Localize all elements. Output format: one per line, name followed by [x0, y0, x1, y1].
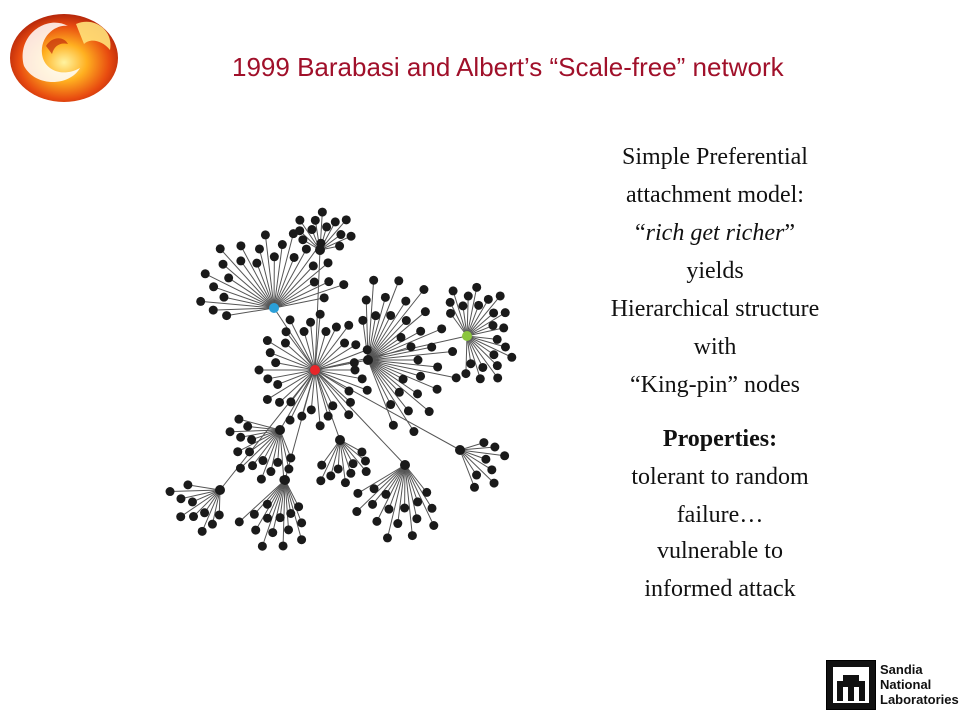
- network-node: [394, 276, 403, 285]
- network-node: [233, 447, 242, 456]
- network-node: [470, 483, 479, 492]
- network-node: [370, 484, 379, 493]
- network-edge: [254, 480, 285, 514]
- network-node: [281, 339, 290, 348]
- properties-block: [570, 420, 870, 608]
- network-node: [196, 297, 205, 306]
- desc-line-6: with: [693, 334, 737, 360]
- network-node: [188, 497, 197, 506]
- desc-line-3: [560, 214, 870, 252]
- network-edge: [368, 290, 424, 360]
- network-edge: [274, 308, 315, 370]
- network-node: [461, 369, 470, 378]
- network-node: [275, 398, 284, 407]
- network-edge: [340, 440, 345, 483]
- network-node: [309, 261, 318, 270]
- network-node: [258, 542, 267, 551]
- network-node: [419, 285, 428, 294]
- network-edge: [300, 220, 320, 250]
- network-node: [479, 438, 488, 447]
- network-node: [307, 225, 316, 234]
- model-description: [560, 138, 870, 404]
- network-node: [295, 216, 304, 225]
- network-edge: [280, 370, 315, 430]
- network-node: [488, 321, 497, 330]
- network-node: [284, 525, 293, 534]
- network-node: [496, 291, 505, 300]
- network-node: [383, 533, 392, 542]
- properties-line-2: failure…: [676, 502, 764, 528]
- network-node: [466, 359, 475, 368]
- network-node: [490, 443, 499, 452]
- sandia-line-2: National: [880, 677, 932, 692]
- sandia-line-1: Sandia: [880, 662, 923, 677]
- network-node: [340, 339, 349, 348]
- sandia-wordmark: [880, 662, 959, 707]
- desc-line-1: Simple Preferential: [622, 144, 808, 170]
- quote-close: ”: [784, 220, 795, 246]
- network-node: [245, 447, 254, 456]
- network-node: [332, 323, 341, 332]
- network-node: [316, 476, 325, 485]
- network-node: [409, 427, 418, 436]
- network-node: [209, 282, 218, 291]
- network-node: [384, 505, 393, 514]
- network-node: [493, 335, 502, 344]
- network-node: [263, 514, 272, 523]
- network-node: [328, 401, 337, 410]
- network-node: [472, 471, 481, 480]
- network-node: [363, 345, 372, 354]
- phoenix-flame-logo-icon: [6, 6, 124, 106]
- network-edge: [315, 343, 345, 370]
- network-node: [263, 395, 272, 404]
- slide-title: 1999 Barabasi and Albert’s “Scale-free” network: [232, 52, 784, 82]
- network-node: [369, 276, 378, 285]
- desc-line-5: Hierarchical structure: [610, 296, 820, 322]
- network-node: [331, 217, 340, 226]
- network-node: [257, 475, 266, 484]
- hub-node: [363, 355, 373, 365]
- network-node: [318, 208, 327, 217]
- network-node: [425, 407, 434, 416]
- network-node: [476, 374, 485, 383]
- network-node: [286, 315, 295, 324]
- network-node: [307, 405, 316, 414]
- network-node: [273, 380, 282, 389]
- network-node: [350, 358, 359, 367]
- network-node: [321, 327, 330, 336]
- network-node: [446, 309, 455, 318]
- network-node: [295, 226, 304, 235]
- network-node: [344, 321, 353, 330]
- network-node: [224, 273, 233, 282]
- network-node: [252, 259, 261, 268]
- network-node: [279, 541, 288, 550]
- network-node: [219, 293, 228, 302]
- network-node: [416, 327, 425, 336]
- sandia-line-3: Laboratories: [880, 692, 959, 707]
- network-node: [247, 435, 256, 444]
- network-node: [268, 528, 277, 537]
- desc-line-2: attachment model:: [626, 182, 804, 208]
- network-node: [484, 295, 493, 304]
- network-node: [263, 336, 272, 345]
- network-node: [347, 232, 356, 241]
- network-node: [429, 521, 438, 530]
- network-node: [189, 512, 198, 521]
- network-node: [406, 342, 415, 351]
- network-node: [324, 258, 333, 267]
- network-node: [395, 388, 404, 397]
- network-node: [270, 252, 279, 261]
- network-node: [358, 316, 367, 325]
- network-node: [397, 333, 406, 342]
- network-node: [402, 316, 411, 325]
- network-node: [345, 387, 354, 396]
- network-node: [243, 422, 252, 431]
- network-node: [284, 464, 293, 473]
- network-node: [368, 500, 377, 509]
- network-node: [501, 308, 510, 317]
- network-node: [344, 410, 353, 419]
- network-node: [294, 502, 303, 511]
- network-node: [297, 535, 306, 544]
- network-node: [448, 347, 457, 356]
- network-node: [349, 459, 358, 468]
- network-node: [216, 244, 225, 253]
- network-node: [226, 427, 235, 436]
- network-node: [472, 283, 481, 292]
- network-node: [381, 490, 390, 499]
- network-edge: [285, 370, 315, 480]
- hub-node: [215, 485, 225, 495]
- network-edge: [466, 336, 467, 374]
- network-edge: [467, 313, 505, 336]
- network-node: [255, 366, 264, 375]
- network-node: [298, 235, 307, 244]
- hub-node: [455, 445, 465, 455]
- network-edge: [368, 360, 393, 425]
- network-node: [271, 358, 280, 367]
- network-node: [452, 373, 461, 382]
- network-node: [266, 348, 275, 357]
- network-node: [399, 375, 408, 384]
- network-node: [501, 342, 510, 351]
- network-node: [251, 526, 260, 535]
- network-node: [449, 286, 458, 295]
- network-node: [235, 517, 244, 526]
- hub-node: [280, 475, 290, 485]
- network-node: [499, 323, 508, 332]
- network-node: [393, 519, 402, 528]
- sandia-thunderbird-icon: [826, 660, 876, 710]
- network-node: [234, 415, 243, 424]
- properties-heading: Properties:: [662, 426, 778, 452]
- desc-line-7: “King-pin” nodes: [630, 372, 800, 398]
- network-node: [478, 363, 487, 372]
- network-node: [416, 372, 425, 381]
- network-node: [200, 508, 209, 517]
- network-node: [286, 416, 295, 425]
- network-node: [316, 421, 325, 430]
- network-node: [336, 230, 345, 239]
- network-node: [358, 374, 367, 383]
- network-node: [401, 297, 410, 306]
- network-node: [507, 353, 516, 362]
- network-node: [316, 310, 325, 319]
- network-node: [421, 307, 430, 316]
- network-node: [422, 488, 431, 497]
- network-node: [215, 510, 224, 519]
- quote-open: “: [635, 220, 646, 246]
- network-node: [236, 241, 245, 250]
- network-node: [311, 216, 320, 225]
- network-node: [346, 398, 355, 407]
- network-node: [236, 433, 245, 442]
- network-node: [286, 509, 295, 518]
- network-node: [290, 253, 299, 262]
- hub-node-blue: [269, 303, 279, 313]
- network-node: [363, 386, 372, 395]
- network-node: [263, 374, 272, 383]
- network-node: [400, 503, 409, 512]
- network-node: [297, 518, 306, 527]
- network-node: [412, 514, 421, 523]
- network-node: [176, 494, 185, 503]
- network-node: [386, 311, 395, 320]
- network-node: [286, 397, 295, 406]
- network-node: [427, 504, 436, 513]
- network-node: [261, 230, 270, 239]
- network-node: [490, 479, 499, 488]
- network-node: [276, 513, 285, 522]
- network-node: [326, 471, 335, 480]
- network-node: [389, 421, 398, 430]
- network-node: [446, 298, 455, 307]
- network-node: [357, 447, 366, 456]
- network-node: [300, 327, 309, 336]
- network-node: [341, 478, 350, 487]
- network-node: [248, 461, 257, 470]
- network-node: [481, 455, 490, 464]
- network-node: [258, 456, 267, 465]
- network-node: [493, 373, 502, 382]
- network-node: [236, 256, 245, 265]
- network-node: [266, 467, 275, 476]
- network-node: [263, 500, 272, 509]
- network-node: [209, 306, 218, 315]
- network-node: [353, 489, 362, 498]
- network-node: [317, 461, 326, 470]
- desc-line-4: yields: [686, 258, 744, 284]
- network-node: [433, 362, 442, 371]
- network-node: [310, 278, 319, 287]
- network-node: [489, 350, 498, 359]
- network-node: [208, 520, 217, 529]
- network-node: [361, 456, 370, 465]
- network-node: [493, 361, 502, 370]
- network-node: [351, 340, 360, 349]
- properties-line-4: informed attack: [644, 576, 796, 602]
- network-node: [222, 311, 231, 320]
- network-node: [372, 517, 381, 526]
- network-node: [342, 215, 351, 224]
- hub-node-red: [310, 365, 320, 375]
- network-node: [286, 453, 295, 462]
- network-node: [362, 467, 371, 476]
- network-node: [433, 385, 442, 394]
- network-node: [458, 301, 467, 310]
- network-node: [219, 260, 228, 269]
- network-node: [198, 527, 207, 536]
- network-node: [297, 412, 306, 421]
- network-node: [371, 311, 380, 320]
- network-node: [320, 293, 329, 302]
- network-node: [302, 245, 311, 254]
- network-node: [489, 308, 498, 317]
- network-node: [500, 451, 509, 460]
- network-node: [273, 458, 282, 467]
- network-node: [464, 292, 473, 301]
- network-node: [282, 327, 291, 336]
- hub-node: [315, 245, 325, 255]
- hub-node: [335, 435, 345, 445]
- hub-node-green: [462, 331, 472, 341]
- network-node: [255, 244, 264, 253]
- network-node: [183, 480, 192, 489]
- network-node: [322, 222, 331, 231]
- network-node: [278, 240, 287, 249]
- network-node: [346, 469, 355, 478]
- network-node: [334, 464, 343, 473]
- network-edge: [280, 370, 315, 402]
- hub-node: [400, 460, 410, 470]
- network-node: [335, 242, 344, 251]
- network-node: [414, 356, 423, 365]
- network-node: [339, 280, 348, 289]
- hub-node: [275, 425, 285, 435]
- rich-get-richer-text: rich get richer: [645, 220, 785, 246]
- network-node: [386, 400, 395, 409]
- network-node: [352, 507, 361, 516]
- network-node: [236, 464, 245, 473]
- network-node: [413, 389, 422, 398]
- network-node: [437, 324, 446, 333]
- network-edge: [368, 360, 437, 389]
- network-node: [176, 512, 185, 521]
- network-node: [324, 277, 333, 286]
- network-node: [306, 318, 315, 327]
- network-node: [250, 510, 259, 519]
- properties-line-3: vulnerable to: [657, 538, 783, 564]
- network-node: [413, 497, 422, 506]
- network-node: [474, 301, 483, 310]
- network-node: [201, 269, 210, 278]
- scale-free-network-diagram: [140, 190, 520, 580]
- network-node: [487, 465, 496, 474]
- network-node: [381, 293, 390, 302]
- network-node: [408, 531, 417, 540]
- network-node: [404, 406, 413, 415]
- network-node: [362, 296, 371, 305]
- properties-line-1: tolerant to random: [631, 464, 809, 490]
- network-node: [324, 412, 333, 421]
- sandia-logo: [826, 660, 959, 710]
- network-node: [427, 343, 436, 352]
- network-node: [166, 487, 175, 496]
